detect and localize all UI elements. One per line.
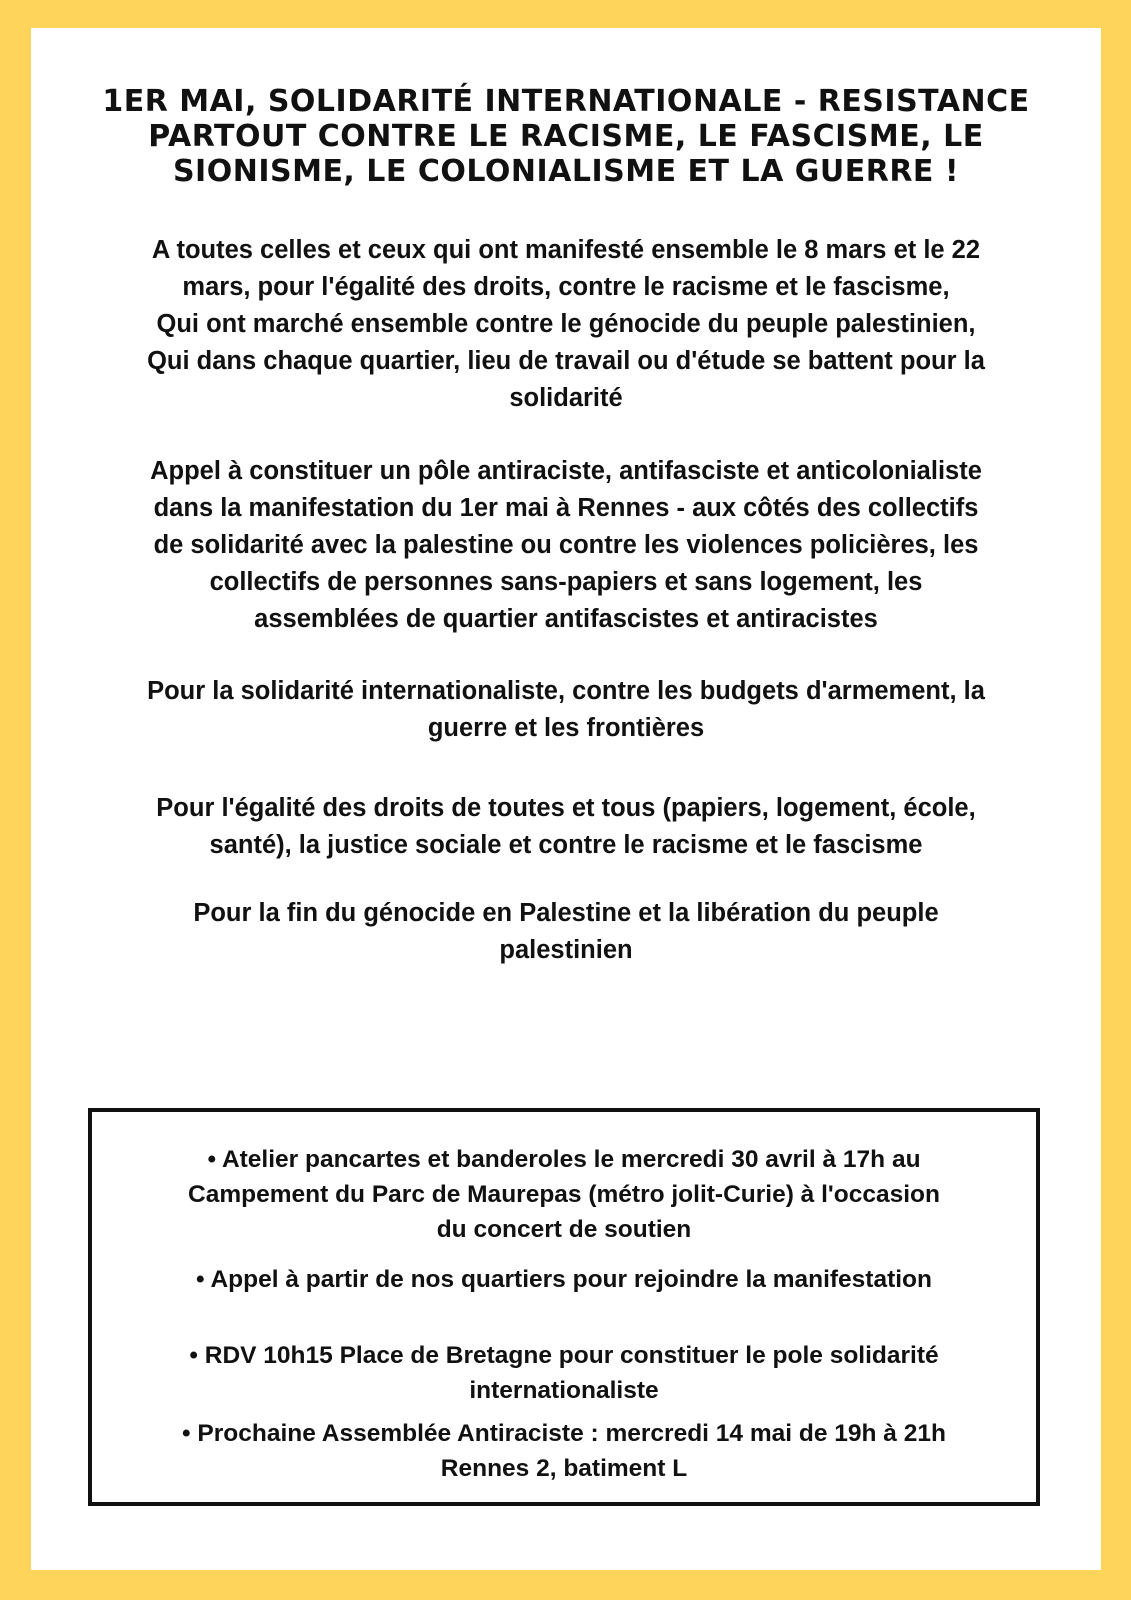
intro-paragraph: A toutes celles et ceux qui ont manifesté ensemble le 8 mars et le 22 mars, pour l'égalité des droits, contre le racisme et le fascisme, Qui ont marché ensemble contre le génocide du peuple palestinien, Qui dans chaque quartier, lieu de travail ou d'étude se battent pour la solidarité [147,236,985,412]
info-item-neighborhoods: • Appel à partir de nos quartiers pour rejoindre la manifestation [195,1266,932,1293]
info-item-meeting-point: • RDV 10h15 Place de Bretagne pour constituer le pole solidarité internationaliste [189,1342,939,1404]
equality-paragraph: Pour l'égalité des droits de toutes et tous (papiers, logement, école, santé), la justice sociale et contre le racisme et le fascisme [156,794,976,859]
flyer-sheet [31,28,1101,1570]
info-box [88,1108,1040,1506]
palestine-paragraph: Pour la fin du génocide en Palestine et la libération du peuple palestinien [193,899,939,964]
call-paragraph: Appel à constituer un pôle antiraciste, antifasciste et anticolonialiste dans la manifestation du 1er mai à Rennes - aux côtés des collectifs de solidarité avec la palestine ou contre les violences policières, les collectifs de personnes sans-papiers et sans logement, les assemblées de quartier antifascistes et antiracistes [150,457,982,633]
info-item-workshop: • Atelier pancartes et banderoles le mercredi 30 avril à 17h au Campement du Parc de Maurepas (métro jolit-Curie) à l'occasion du concert de soutien [188,1146,940,1243]
flyer-title: 1ER MAI, SOLIDARITÉ INTERNATIONALE - RESISTANCE PARTOUT CONTRE LE RACISME, LE FASCISME, LE SIONISME, LE COLONIALISME ET LA GUERRE ! [102,84,1030,189]
info-item-next-assembly: • Prochaine Assemblée Antiraciste : mercredi 14 mai de 19h à 21h Rennes 2, batiment L [182,1420,946,1482]
internationalist-paragraph: Pour la solidarité internationaliste, contre les budgets d'armement, la guerre et les frontières [147,677,985,742]
